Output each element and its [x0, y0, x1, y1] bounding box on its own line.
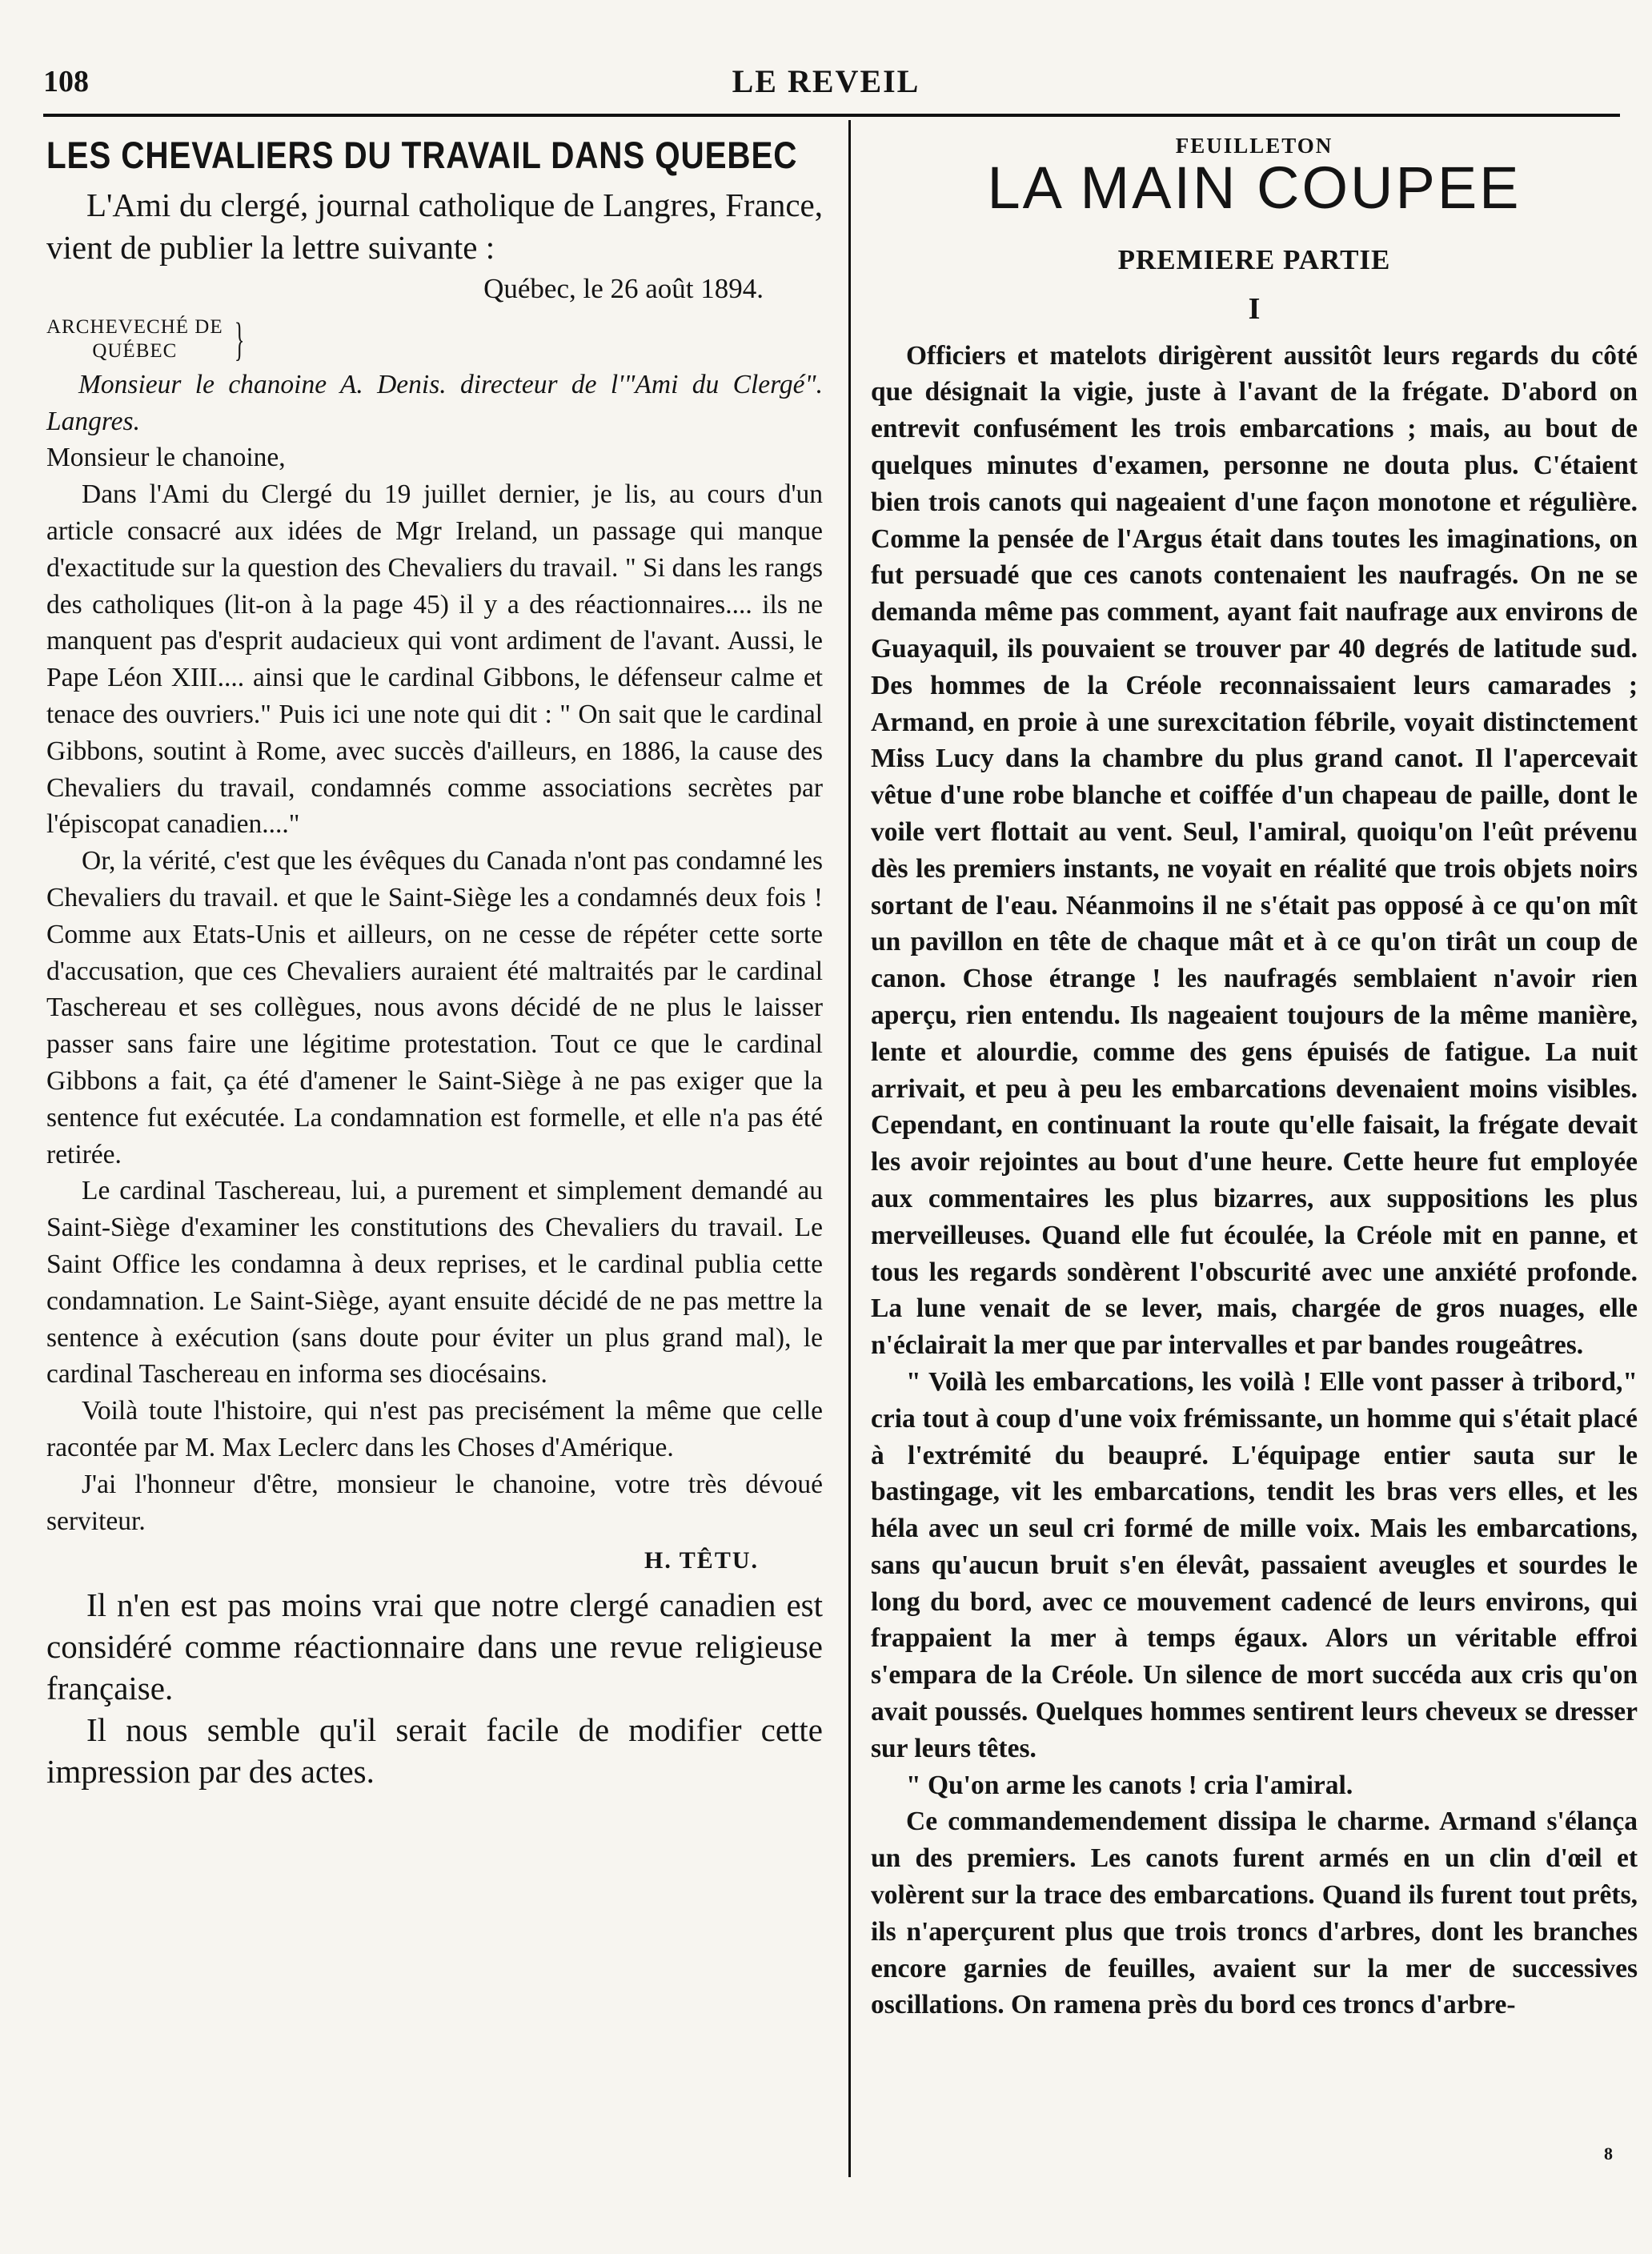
- letter-addressee: Monsieur le chanoine A. Denis. directeur de l'"Ami du Clergé". Langres.: [46, 369, 823, 436]
- header-rule: [43, 114, 1620, 117]
- page-number: 108: [43, 65, 89, 98]
- commentary-paragraph: Il n'en est pas moins vrai que notre clergé canadien est considéré comme réactionnaire dans une revue religieuse française.: [46, 1586, 823, 1707]
- serial-paragraph: " Voilà les embarcations, les voilà ! Elle vont passer à tribord," cria tout à coup d'une voix frémissante, un homme qui s'était placé à l'extrémité du beaupré. L'équipage entier sauta sur le bastingage, vit les embarcations, tendit les bras vers elles, et les héla avec un seul cri formé de mille voix. Mais les embarcations, sans qu'aucun bruit s'en élevât, passaient aveugles et sourdes le long du bord, avec ce mouvement cadencé de leurs environs, qui frappaient la mer à temps égaux. Alors un véritable effroi s'empara de la Créole. Un silence de mort succéda aux cris qu'on avait poussés. Quelques hommes sentirent leurs cheveux se dresser sur leurs têtes.: [871, 1366, 1638, 1763]
- commentary-paragraph: Il nous semble qu'il serait facile de modifier cette impression par des actes.: [46, 1711, 823, 1791]
- serial-title: LA MAIN COUPEE: [987, 154, 1522, 221]
- letter-place: [46, 312, 823, 365]
- sheet-signature: 8: [1604, 2144, 1613, 2164]
- left-column: [46, 133, 823, 1792]
- feuilleton-label: FEUILLETON: [1175, 134, 1333, 158]
- serial-paragraph: " Qu'on arme les canots ! cria l'amiral.: [906, 1770, 1353, 1800]
- part-title: PREMIERE PARTIE: [1117, 244, 1391, 275]
- article-intro: L'Ami du clergé, journal catholique de Langres, France, vient de publier la lettre suivante :: [46, 186, 823, 266]
- serial-paragraph: Officiers et matelots dirigèrent aussitôt leurs regards du côté que désignait la vigie, juste à l'avant de la frégate. D'abord on entrevit confusément les trois embarcations ; mais, au bout de quelques minutes d'examen, personne ne douta plus. C'étaient bien trois canots qui nageaient d'une façon monotone et régulière. Comme la pensée de l'Argus était dans toutes les imaginations, on fut persuadé que ces canots contenaient les naufragés. On ne se demanda même pas comment, ayant fait naufrage aux environs de Guayaquil, ils pouvaient se trouver par 40 degrés de latitude sud. Des hommes de la Créole reconnaissaient leurs camarades ; Armand, en proie à une surexcitation fébrile, voyait distinctement Miss Lucy dans la chambre du plus grand canot. Il l'apercevait vêtue d'une robe blanche et coiffée d'un chapeau de paille, dont le voile vert flottait au vent. Seul, l'amiral, quoiqu'on l'eût prévenu dès les premiers instants, ne voyait en réalité que trois objets noirs sortant de l'eau. Néanmoins il ne s'était pas opposé à ce qu'on mît un pavillon en tête de chaque mât et à ce qu'on tirât un coup de canon. Chose étrange ! les naufragés semblaient n'avoir rien aperçu, rien entendu. Ils nageaient toujours de la même manière, lente et alourdie, comme des gens épuisés de fatigue. La nuit arrivait, et peu à peu les embarcations devenaient moins visibles. Cependant, en continuant la route qu'elle faisait, la frégate devait les avoir rejointes au bout d'une heure. Cette heure fut employée aux commentaires les plus bizarres, aux suppositions les plus merveilleuses. Quand elle fut écoulée, la Créole mit en panne, et tous les regards sondèrent l'obscurité avec une anxiété profonde. La lune venait de se lever, mais, chargée de gros nuages, elle n'éclairait la mer que par intervalles et par bandes rougeâtres.: [871, 340, 1638, 1361]
- brace-mark: }: [234, 312, 245, 365]
- letter-date: Québec, le 26 août 1894.: [483, 273, 764, 304]
- serial-paragraph: Ce commandemendement dissipa le charme. Armand s'élança un des premiers. Les canots furent armés en un clin d'œil et volèrent sur la trace des embarcations. Quand ils furent tout prêts, ils n'aperçurent plus que trois troncs d'arbres, dont les branches encore garnies de feuilles, avaient sur la mer de successives oscillations. On ramena près du bord ces troncs d'arbre-: [871, 1807, 1638, 2020]
- running-head: LE REVEIL: [732, 63, 920, 99]
- letter-paragraph: Le cardinal Taschereau, lui, a purement et simplement demandé au Saint-Siège d'examiner les constitutions des Chevaliers du travail. Le Saint Office les condamna à deux reprises, et le cardinal publia cette condamnation. Le Saint-Siège, ayant ensuite décidé de ne pas mettre la sentence à exécution (sans doute pour éviter un plus grand mal), le cardinal Taschereau en informa ses diocésains.: [46, 1176, 823, 1390]
- letter-paragraph: Or, la vérité, c'est que les évêques du Canada n'ont pas condamné les Chevaliers du travail. et que le Saint-Siège les a condamnés deux fois ! Comme aux Etats-Unis et ailleurs, on ne cesse de répéter cette sorte d'accusation, que ces Chevaliers auraient été maltraités par le cardinal Taschereau et ses collègues, nous avons décidé de ne plus le laisser passer sans faire une légitime protestation. Tout ce que le cardinal Gibbons a fait, ça été d'amener le Saint-Siège à ne pas exiger que la sentence fut exécutée. La condamnation est formelle, et elle n'a pas été retirée.: [46, 846, 823, 1169]
- letter-paragraph: J'ai l'honneur d'être, monsieur le chanoine, votre très dévoué serviteur.: [46, 1469, 823, 1536]
- letter-salutation: Monsieur le chanoine,: [46, 443, 286, 473]
- right-column: [871, 133, 1638, 2023]
- article-title: LES CHEVALIERS DU TRAVAIL DANS QUEBEC: [46, 134, 798, 176]
- chapter-numeral: I: [1248, 291, 1261, 326]
- column-rule: [848, 120, 851, 2177]
- letter-paragraph: Voilà toute l'histoire, qui n'est pas precisément la même que celle racontée par M. Max Leclerc dans les Choses d'Amérique.: [46, 1396, 823, 1462]
- letter-paragraph: Dans l'Ami du Clergé du 19 juillet dernier, je lis, au cours d'un article consacré aux idées de Mgr Ireland, un passage qui manque d'exactitude sur la question des Chevaliers du travail. " Si dans les rangs des catholiques (lit-on à la page 45) il y a des réactionnaires.... ils ne manquent pas d'esprit audacieux qui vont ardiment de l'avant. Aussi, le Pape Léon XIII.... ainsi que le cardinal Gibbons, le défenseur calme et tenace des ouvriers." Puis ici une note qui dit : " On sait que le cardinal Gibbons, soutint à Rome, avec succès d'ailleurs, en 1886, la cause des Chevaliers du travail, condamnés comme associations secrètes par l'épiscopat canadien....": [46, 479, 823, 840]
- letter-signature: H. TÊTU.: [644, 1547, 759, 1574]
- letter-place-line-1: ARCHEVECHÉ DE: [46, 315, 223, 338]
- letter-place-line-2: QUÉBEC: [92, 339, 178, 362]
